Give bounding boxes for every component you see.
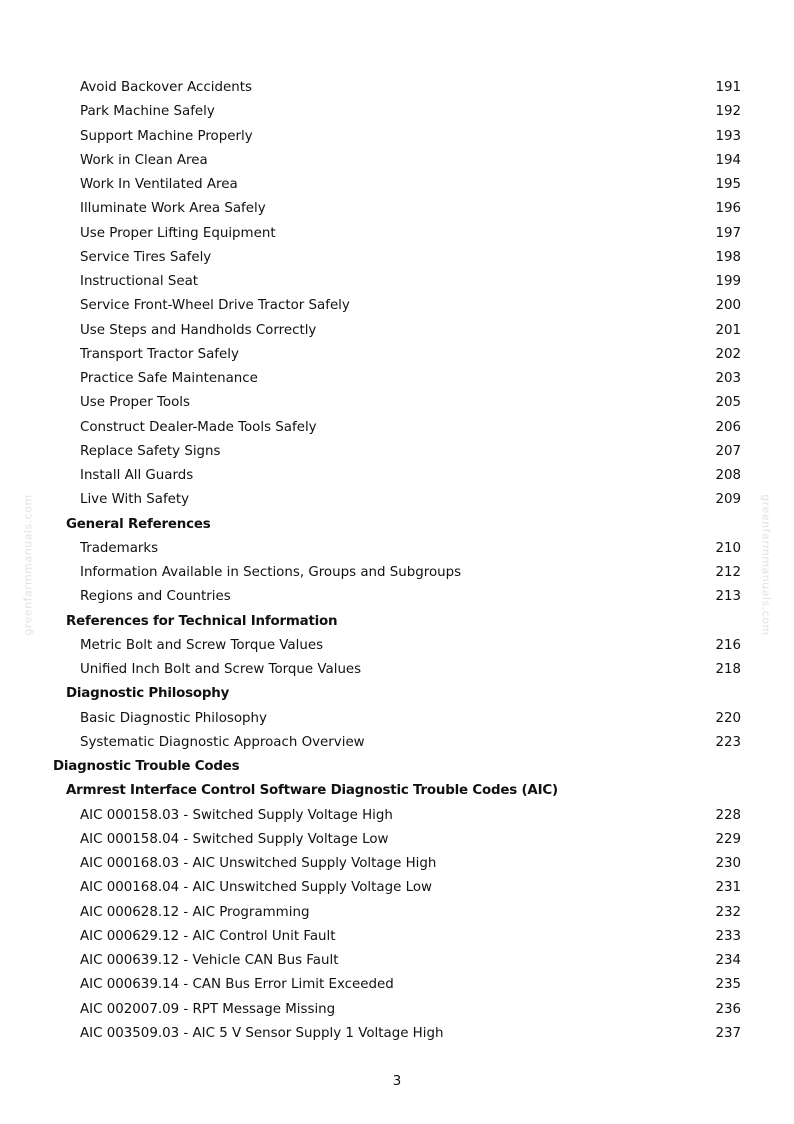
toc-entry[interactable] bbox=[0, 222, 794, 246]
toc-entry-title: Service Front-Wheel Drive Tractor Safely bbox=[80, 298, 350, 314]
toc-entry[interactable] bbox=[0, 440, 794, 464]
toc-entry-title: Basic Diagnostic Philosophy bbox=[80, 710, 267, 726]
toc-entry[interactable] bbox=[0, 876, 794, 900]
toc-entry[interactable] bbox=[0, 100, 794, 124]
toc-entry-title: AIC 000168.04 - AIC Unswitched Supply Voltage Low bbox=[80, 880, 432, 896]
toc-entry[interactable] bbox=[0, 658, 794, 682]
toc-entry[interactable] bbox=[0, 537, 794, 561]
toc-entry[interactable] bbox=[0, 925, 794, 949]
watermark-right: greenfarmmanuals.com bbox=[759, 494, 773, 636]
toc-entry-title: Diagnostic Philosophy bbox=[66, 686, 230, 702]
toc-entry-title: Live With Safety bbox=[80, 492, 190, 508]
toc-entry[interactable] bbox=[0, 998, 794, 1022]
toc-heading[interactable] bbox=[0, 513, 794, 537]
toc-entry-title: Instructional Seat bbox=[80, 274, 199, 289]
toc-entry[interactable] bbox=[0, 707, 794, 731]
toc-entry-page: 193 bbox=[715, 128, 741, 144]
toc-entry-title: AIC 000629.12 - AIC Control Unit Fault bbox=[80, 928, 336, 944]
toc-entry-page: 191 bbox=[715, 80, 741, 95]
toc-heading[interactable] bbox=[0, 779, 794, 803]
toc-entry-title: Install All Guards bbox=[80, 468, 194, 483]
toc-entry[interactable] bbox=[0, 804, 794, 828]
toc-entry-page: 234 bbox=[715, 953, 741, 968]
toc-entry-title: Illuminate Work Area Safely bbox=[80, 201, 266, 217]
toc-entry-page: 213 bbox=[715, 589, 741, 605]
toc-entry-title: Practice Safe Maintenance bbox=[80, 371, 258, 386]
toc-entry-page: 229 bbox=[715, 831, 741, 847]
toc-entry-title: Systematic Diagnostic Approach Overview bbox=[80, 734, 365, 750]
toc-entry-title: Construct Dealer-Made Tools Safely bbox=[80, 419, 317, 435]
toc-entry-page: 212 bbox=[715, 565, 741, 580]
toc-entry-title: Use Steps and Handholds Correctly bbox=[80, 322, 317, 338]
toc-entry-page: 233 bbox=[715, 928, 741, 944]
toc-entry[interactable] bbox=[0, 367, 794, 391]
toc-entry-title: Metric Bolt and Screw Torque Values bbox=[80, 637, 324, 653]
toc-entry-page: 220 bbox=[715, 710, 741, 726]
toc-entry-page: 208 bbox=[715, 468, 741, 483]
toc-entry-title: AIC 000628.12 - AIC Programming bbox=[80, 904, 310, 920]
toc-entry-page: 216 bbox=[715, 637, 741, 653]
toc-entry-page: 203 bbox=[715, 371, 741, 386]
toc-entry-page: 231 bbox=[715, 880, 741, 896]
toc-heading[interactable] bbox=[0, 682, 794, 706]
toc-entry-page: 223 bbox=[715, 734, 741, 750]
page-number: 3 bbox=[392, 1074, 402, 1089]
toc-entry-page: 196 bbox=[715, 201, 741, 217]
toc-entry[interactable] bbox=[0, 828, 794, 852]
toc-entry-page: 210 bbox=[715, 540, 741, 556]
toc-entry[interactable] bbox=[0, 488, 794, 512]
toc-entry-page: 205 bbox=[715, 395, 741, 411]
toc-heading[interactable] bbox=[0, 755, 794, 779]
toc-entry[interactable] bbox=[0, 76, 794, 100]
watermark-left: greenfarmmanuals.com bbox=[21, 494, 35, 636]
toc-entry-title: Work in Clean Area bbox=[80, 152, 208, 168]
toc-entry[interactable] bbox=[0, 561, 794, 585]
toc-entry[interactable] bbox=[0, 973, 794, 997]
toc-entry-page: 202 bbox=[715, 346, 741, 362]
toc-entry[interactable] bbox=[0, 634, 794, 658]
toc-entry[interactable] bbox=[0, 149, 794, 173]
toc-entry[interactable] bbox=[0, 294, 794, 318]
toc-entry-page: 228 bbox=[715, 807, 741, 823]
toc-entry-title: Transport Tractor Safely bbox=[80, 346, 239, 362]
toc-entry-title: References for Technical Information bbox=[66, 613, 338, 629]
toc-entry-page: 201 bbox=[715, 322, 741, 338]
toc-entry-title: Service Tires Safely bbox=[80, 249, 212, 265]
toc-entry[interactable] bbox=[0, 464, 794, 488]
toc-entry-title: AIC 002007.09 - RPT Message Missing bbox=[80, 1001, 336, 1017]
toc-entry-page: 194 bbox=[715, 152, 741, 168]
toc-entry-page: 207 bbox=[715, 443, 741, 459]
toc-entry-title: Information Available in Sections, Groups and Subgroups bbox=[80, 565, 462, 580]
toc-entry-page: 230 bbox=[715, 856, 741, 871]
toc-entry[interactable] bbox=[0, 731, 794, 755]
toc-entry-title: Armrest Interface Control Software Diagnostic Trouble Codes (AIC) bbox=[66, 783, 558, 799]
toc-entry-page: 200 bbox=[715, 298, 741, 314]
toc-entry[interactable] bbox=[0, 197, 794, 221]
toc-entry-title: AIC 000639.12 - Vehicle CAN Bus Fault bbox=[80, 953, 339, 968]
toc-entry-page: 209 bbox=[715, 492, 741, 508]
toc-entry-page: 192 bbox=[715, 104, 741, 120]
toc-entry-title: Replace Safety Signs bbox=[80, 443, 221, 459]
toc-heading[interactable] bbox=[0, 610, 794, 634]
toc-entry-title: AIC 000168.03 - AIC Unswitched Supply Voltage High bbox=[80, 856, 437, 871]
toc-entry[interactable] bbox=[0, 319, 794, 343]
toc-entry-title: Park Machine Safely bbox=[80, 104, 215, 120]
toc-entry[interactable] bbox=[0, 901, 794, 925]
toc-entry-title: AIC 000158.03 - Switched Supply Voltage High bbox=[80, 807, 393, 823]
toc-entry-title: Avoid Backover Accidents bbox=[80, 80, 252, 95]
toc-entry-title: AIC 003509.03 - AIC 5 V Sensor Supply 1 Voltage High bbox=[80, 1025, 444, 1041]
toc-entry-page: 218 bbox=[715, 662, 741, 677]
toc-entry-page: 198 bbox=[715, 249, 741, 265]
toc-entry[interactable] bbox=[0, 270, 794, 294]
toc-entry[interactable] bbox=[0, 343, 794, 367]
toc-entry-title: AIC 000158.04 - Switched Supply Voltage Low bbox=[80, 831, 389, 847]
toc-entry[interactable] bbox=[0, 416, 794, 440]
toc-entry[interactable] bbox=[0, 125, 794, 149]
toc-entry[interactable] bbox=[0, 246, 794, 270]
toc-entry[interactable] bbox=[0, 391, 794, 415]
toc-entry-page: 237 bbox=[715, 1025, 741, 1041]
table-of-contents bbox=[0, 76, 794, 1046]
toc-entry-title: Diagnostic Trouble Codes bbox=[53, 759, 240, 774]
toc-entry[interactable] bbox=[0, 1022, 794, 1046]
toc-entry-title: Use Proper Tools bbox=[80, 395, 191, 411]
toc-entry-title: Unified Inch Bolt and Screw Torque Values bbox=[80, 662, 362, 677]
toc-entry-page: 199 bbox=[715, 274, 741, 289]
toc-entry-page: 236 bbox=[715, 1001, 741, 1017]
toc-entry-page: 206 bbox=[715, 419, 741, 435]
toc-entry[interactable] bbox=[0, 173, 794, 197]
toc-entry-title: Trademarks bbox=[80, 540, 159, 556]
toc-entry-title: Support Machine Properly bbox=[80, 128, 253, 144]
toc-entry-page: 235 bbox=[715, 977, 741, 993]
toc-entry-page: 197 bbox=[715, 225, 741, 241]
toc-entry-title: General References bbox=[66, 516, 211, 532]
toc-entry-title: Work In Ventilated Area bbox=[80, 177, 238, 192]
toc-entry-title: AIC 000639.14 - CAN Bus Error Limit Exceeded bbox=[80, 977, 394, 993]
toc-entry-page: 195 bbox=[715, 177, 741, 192]
toc-entry[interactable] bbox=[0, 949, 794, 973]
toc-entry-page: 232 bbox=[715, 904, 741, 920]
toc-entry[interactable] bbox=[0, 585, 794, 609]
toc-entry-title: Use Proper Lifting Equipment bbox=[80, 225, 276, 241]
toc-entry[interactable] bbox=[0, 852, 794, 876]
toc-entry-title: Regions and Countries bbox=[80, 589, 231, 605]
